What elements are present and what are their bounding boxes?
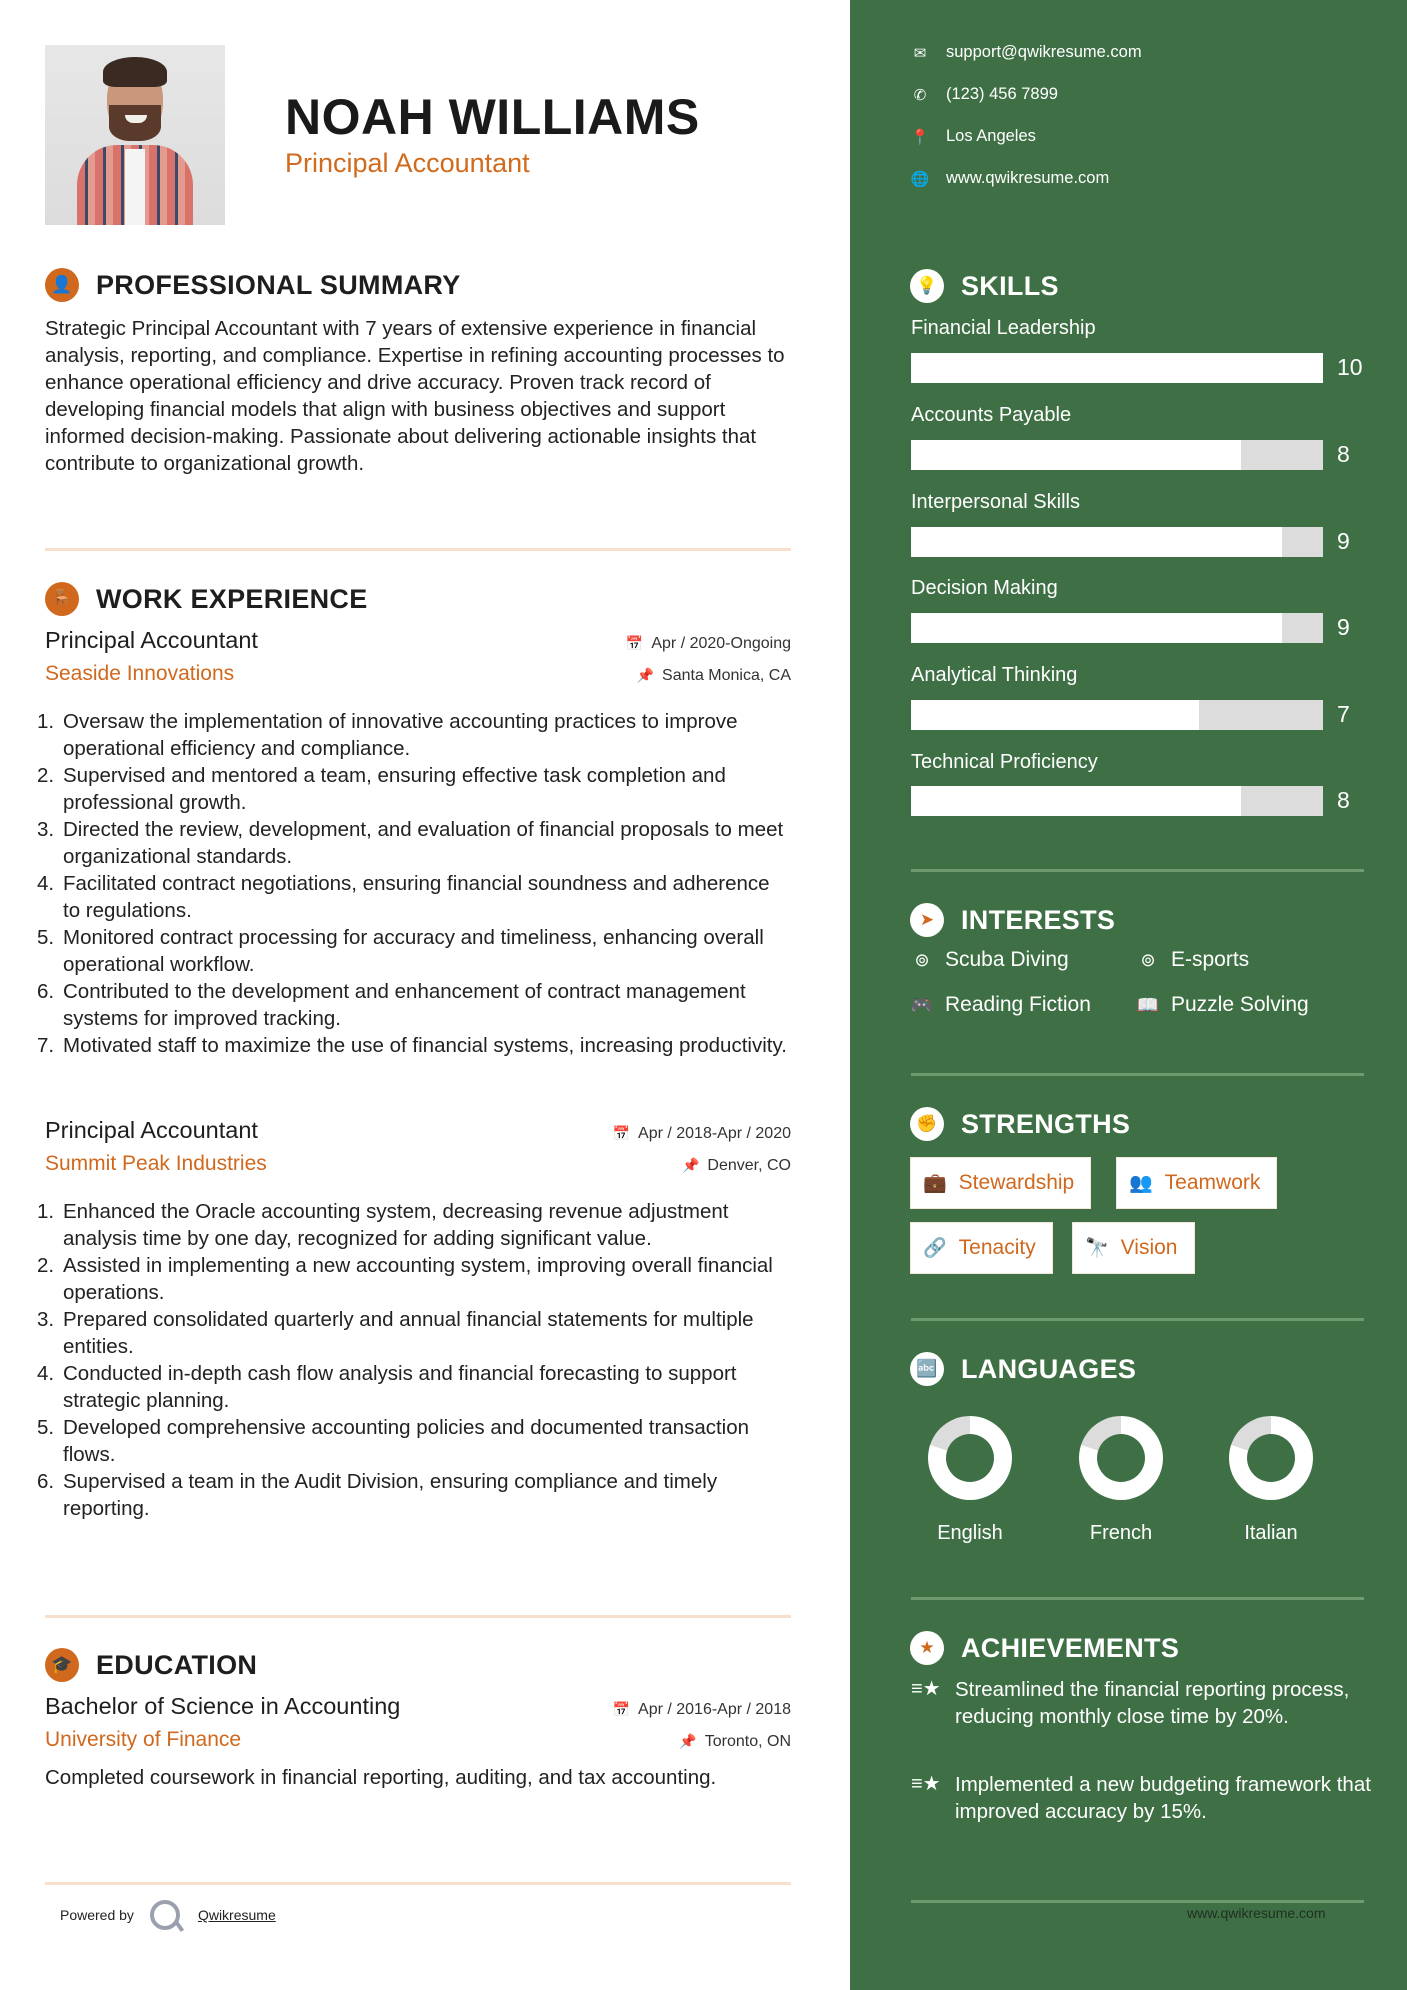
degree: Bachelor of Science in Accounting — [45, 1693, 401, 1719]
book-icon: 📖 — [1136, 994, 1160, 1015]
skill-value: 8 — [1337, 441, 1350, 467]
skill-value: 8 — [1337, 787, 1350, 813]
experience-heading: 🪑 WORK EXPERIENCE — [45, 582, 368, 616]
strength-tag: 👥 Teamwork — [1116, 1157, 1277, 1209]
duty-item: 6. Contributed to the development and enhancement of contract management systems for improved tracking. — [37, 980, 746, 1030]
gamepad-icon: 🎮 — [910, 994, 934, 1015]
strength-tag: 🔭 Vision — [1072, 1222, 1195, 1274]
pushpin-icon: 📌 — [679, 1733, 697, 1749]
footer-website[interactable]: www.qwikresume.com — [1187, 1905, 1326, 1921]
candidate-title: Principal Accountant — [285, 148, 530, 178]
divider — [45, 548, 791, 551]
contact-phone: ✆ (123) 456 7899 — [910, 85, 1058, 104]
skill-label: Accounts Payable — [911, 404, 1072, 426]
job-title: Principal Accountant — [45, 627, 258, 653]
calendar-icon: 📅 — [625, 635, 644, 651]
strength-tag: 🔗 Tenacity — [910, 1222, 1053, 1274]
divider — [911, 1318, 1364, 1321]
paper-plane-icon: ➤ — [910, 903, 944, 937]
divider — [911, 1597, 1364, 1600]
skill-bar — [911, 527, 1323, 557]
briefcase-icon: 💼 — [923, 1173, 947, 1194]
skill-bar — [911, 353, 1323, 383]
language-donut — [1079, 1416, 1163, 1500]
education-heading: 🎓 EDUCATION — [45, 1648, 257, 1682]
job-location: 📌 Santa Monica, CA — [636, 666, 791, 684]
lightbulb-icon: 💡 — [910, 269, 944, 303]
duty-item: 5. Developed comprehensive accounting policies and documented transaction flows. — [37, 1416, 750, 1466]
language-item: English — [915, 1416, 1025, 1545]
job-duties — [37, 1198, 791, 1522]
job-dates: 📅 Apr / 2020-Ongoing — [625, 634, 791, 652]
duty-item: 2. Supervised and mentored a team, ensuring effective task completion and professional growth. — [37, 764, 726, 814]
users-icon: 👥 — [1129, 1173, 1153, 1194]
education-entry — [45, 1693, 791, 1791]
job-company: Summit Peak Industries — [45, 1152, 267, 1175]
duty-item: 4. Facilitated contract negotiations, ensuring financial soundness and adherence to regulations. — [37, 872, 770, 922]
duty-item: 3. Directed the review, development, and evaluation of financial proposals to meet organizational standards. — [37, 818, 784, 868]
education-dates: 📅 Apr / 2016-Apr / 2018 — [612, 1700, 791, 1718]
shooting-star-icon: ≡★ — [911, 1678, 941, 1700]
strength-tag: 💼 Stewardship — [910, 1157, 1091, 1209]
interest-item: ⊚ E-sports — [1136, 948, 1249, 972]
phone-icon: ✆ — [913, 86, 927, 104]
qwikresume-link[interactable]: Qwikresume — [197, 1907, 276, 1923]
skill-value: 7 — [1337, 701, 1350, 727]
calendar-icon: 📅 — [612, 1701, 631, 1717]
qwikresume-logo-icon — [150, 1900, 180, 1930]
life-ring-icon: ⊚ — [1140, 949, 1156, 970]
envelope-icon: ✉ — [913, 44, 927, 62]
divider — [45, 1882, 791, 1885]
duty-item: 1. Enhanced the Oracle accounting system, decreasing revenue adjustment analysis time by one day, recognized for adding significant value. — [37, 1200, 729, 1250]
contact-website[interactable]: 🌐 www.qwikresume.com — [910, 169, 1110, 188]
skill-bar — [911, 786, 1323, 816]
job-location: 📌 Denver, CO — [681, 1156, 791, 1174]
pushpin-icon: 📌 — [636, 667, 655, 683]
skill-label: Financial Leadership — [911, 317, 1096, 339]
interest-item: ⊚ Scuba Diving — [910, 948, 1069, 972]
education-description: Completed coursework in financial reporting, auditing, and tax accounting. — [45, 1766, 717, 1789]
binoculars-icon: 🔭 — [1085, 1238, 1109, 1259]
star-icon: ★ — [910, 1631, 944, 1665]
globe-icon: 🌐 — [910, 170, 930, 188]
job-entry — [37, 1117, 791, 1522]
summary-text: Strategic Principal Accountant with 7 years of extensive experience in financial analysis, reporting, and compliance. Expertise in refining accounting processes to enhance operational efficiency and drive accuracy. Proven track record of developing financial models that align with business objectives and support informed decision-making. Passionate about delivering actionable insights that contribute to organizational growth. — [45, 317, 785, 475]
skill-label: Interpersonal Skills — [911, 491, 1080, 513]
chair-icon: 🪑 — [45, 582, 79, 616]
skill-bar — [911, 440, 1323, 470]
interests-heading: ➤ INTERESTS — [910, 903, 1115, 937]
candidate-name: NOAH WILLIAMS — [285, 89, 700, 145]
fist-icon: ✊ — [910, 1107, 944, 1141]
job-duties — [37, 708, 791, 1059]
skill-value: 10 — [1337, 354, 1363, 380]
job-entry — [37, 627, 791, 1059]
skill-value: 9 — [1337, 614, 1350, 640]
skill-value: 9 — [1337, 528, 1350, 554]
divider — [911, 1900, 1364, 1903]
duty-item: 6. Supervised a team in the Audit Division, ensuring compliance and timely reporting. — [37, 1470, 718, 1520]
job-title: Principal Accountant — [45, 1117, 258, 1143]
language-donut — [928, 1416, 1012, 1500]
duty-item: 4. Conducted in-depth cash flow analysis and financial forecasting to support strategic planning. — [37, 1362, 737, 1412]
life-ring-icon: ⊚ — [914, 949, 930, 970]
education-location: 📌 Toronto, ON — [679, 1732, 791, 1750]
skill-bar — [911, 613, 1323, 643]
duty-item: 2. Assisted in implementing a new accounting system, improving overall financial operations. — [37, 1254, 773, 1304]
graduate-icon: 🎓 — [45, 1648, 79, 1682]
contact-location: 📍 Los Angeles — [910, 127, 1036, 146]
job-company: Seaside Innovations — [45, 662, 235, 685]
map-pin-icon: 📍 — [910, 128, 930, 146]
achievement-item: ≡★ Streamlined the financial reporting process, reducing monthly close time by 20%. — [911, 1678, 1350, 1728]
user-icon: 👤 — [45, 268, 79, 302]
skills-heading: 💡 SKILLS — [910, 269, 1059, 303]
pushpin-icon: 📌 — [681, 1157, 700, 1173]
powered-by: Powered by Qwikresume — [60, 1900, 276, 1930]
strengths-heading: ✊ STRENGTHS — [910, 1107, 1130, 1141]
calendar-icon: 📅 — [612, 1125, 631, 1141]
link-icon: 🔗 — [923, 1238, 947, 1259]
job-dates: 📅 Apr / 2018-Apr / 2020 — [612, 1124, 791, 1142]
translate-icon: 🔤 — [910, 1352, 944, 1386]
skill-label: Analytical Thinking — [911, 664, 1078, 686]
achievement-item: ≡★ Implemented a new budgeting framework that improved accuracy by 15%. — [911, 1773, 1371, 1823]
skill-label: Decision Making — [911, 577, 1058, 599]
divider — [911, 1073, 1364, 1076]
language-item: Italian — [1216, 1416, 1326, 1545]
language-donut — [1229, 1416, 1313, 1500]
duty-item: 7. Motivated staff to maximize the use of financial systems, increasing productivity. — [37, 1034, 787, 1057]
summary-heading: 👤 PROFESSIONAL SUMMARY — [45, 268, 461, 302]
shooting-star-icon: ≡★ — [911, 1773, 941, 1795]
interest-item: 📖 Puzzle Solving — [1136, 993, 1309, 1016]
achievements-heading: ★ ACHIEVEMENTS — [910, 1631, 1179, 1665]
duty-item: 3. Prepared consolidated quarterly and annual financial statements for multiple entities. — [37, 1308, 754, 1358]
duty-item: 5. Monitored contract processing for accuracy and timeliness, enhancing overall operational workflow. — [37, 926, 764, 976]
languages-heading: 🔤 LANGUAGES — [910, 1352, 1136, 1386]
skill-label: Technical Proficiency — [911, 751, 1098, 773]
interest-item: 🎮 Reading Fiction — [910, 993, 1091, 1016]
divider — [911, 869, 1364, 872]
divider — [45, 1615, 791, 1618]
skill-bar — [911, 700, 1323, 730]
profile-photo — [45, 45, 225, 225]
school: University of Finance — [45, 1728, 242, 1751]
duty-item: 1. Oversaw the implementation of innovative accounting practices to improve operational efficiency and compliance. — [37, 710, 738, 760]
contact-email[interactable]: ✉ support@qwikresume.com — [910, 43, 1142, 62]
language-item: French — [1066, 1416, 1176, 1545]
